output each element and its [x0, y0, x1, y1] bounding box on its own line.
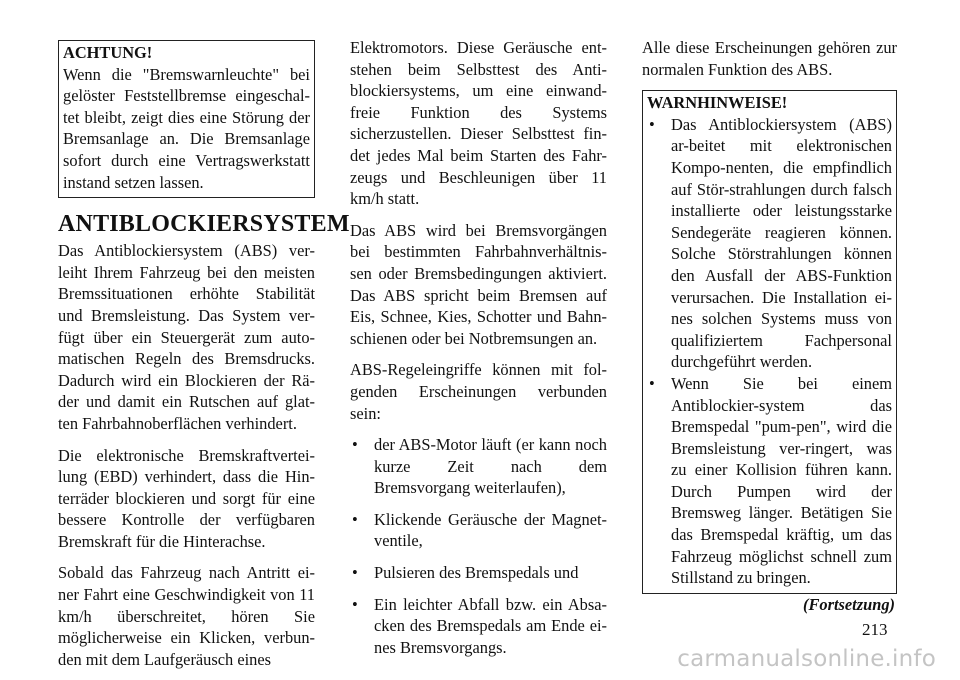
paragraph: Alle diese Erscheinungen gehören zur normalen Funktion des ABS. — [642, 38, 897, 79]
list-item: • Klickende Geräusche der Magnet-ventile, — [352, 509, 607, 551]
section-heading: ANTIBLOCKIERSYSTEM — [58, 211, 350, 238]
page-number: 213 — [862, 620, 888, 639]
paragraph: Das ABS wird bei Bremsvorgängen bei bestimmten Fahrbahnverhältnis-sen oder Bremsbedingungen aktiviert. Das ABS spricht beim Bremsen auf Eis, Schnee, Kies, Schotter und Bahn-schienen oder bei Notbremsungen an. — [350, 220, 607, 348]
bullet-icon: • — [649, 373, 655, 393]
list-item: • Wenn Sie bei einem Antiblockier-system das Bremspedal "pum-pen", wird die Bremsleistung ver-ringert, was zu einer Kollision führen kann. Durch Pumpen wird der Bremsweg länger. Betätigen Sie das Bremspedal kräftig, um das Fahrzeug möglichst schnell zum Stillstand zu bringen. — [649, 373, 892, 588]
paragraph: ABS-Regeleingriffe können mit fol-genden Erscheinungen verbunden sein: — [350, 360, 607, 423]
watermark: carmanualsonline.info — [677, 646, 936, 672]
column-3 — [642, 37, 897, 615]
column-1 — [58, 40, 350, 680]
paragraph: Das Antiblockiersystem (ABS) ver-leiht Ihrem Fahrzeug bei den meisten Bremssituationen erhöhte Stabilität und Bremsleistung. Das System ver-fügt über ein Steuergerät zum auto-matischen Regeln des Bremsdrucks. Dadurch wird ein Blockieren der Rä-der und damit ein Rutschen auf glat-ten Fahrbahnoberflächen verhindert. — [58, 241, 315, 433]
warnings-title: WARNHINWEISE! — [647, 93, 788, 113]
warning-box — [58, 40, 315, 198]
warning-title: ACHTUNG! — [63, 43, 153, 62]
list-item: • Pulsieren des Bremspedals und — [352, 563, 579, 583]
list-item: • der ABS-Motor läuft (er kann noch kurze Zeit nach dem Bremsvorgang weiterlaufen), — [352, 435, 607, 498]
continued-label: (Fortsetzung) — [803, 594, 895, 614]
list-item: • Ein leichter Abfall bzw. ein Absa-cken des Bremspedals am Ende ei-nes Bremsvorgangs. — [352, 594, 607, 657]
bullet-icon: • — [649, 114, 655, 134]
paragraph: Elektromotors. Diese Geräusche ent-stehen beim Selbsttest des Anti-blockiersystems, um eine einwand-freie Funktion des Systems sicherzustellen. Dieser Selbsttest fin-det jedes Mal beim Starten des Fahr-zeugs und Beschleunigen über 11 km/h statt. — [350, 38, 607, 209]
symptom-list — [350, 434, 607, 658]
list-item: • Das Antiblockiersystem (ABS) ar-beitet mit elektronischen Kompo-nenten, die empfindlich auf Stör-strahlungen durch falsch installierte oder leistungsstarke Sendegeräte reagieren können. Solche Störstrahlungen können den Ausfall der ABS-Funktion verursachen. Die Installation ei-nes solchen Systems muss von qualifiziertem Fachpersonal durchgeführt werden. — [649, 114, 892, 372]
warnings-list — [647, 114, 892, 589]
bullet-icon: • — [352, 594, 358, 614]
warning-text: Wenn die "Bremswarnleuchte" bei gelöster Feststellbremse eingeschal-tet bleibt, zeigt dies eine Störung der Bremsanlage an. Die Bremsanlage sofort durch eine Vertragswerkstatt instand setzen lassen. — [63, 64, 310, 192]
warnings-box — [642, 90, 897, 594]
column-2 — [350, 37, 607, 668]
bullet-icon: • — [352, 509, 358, 529]
bullet-icon: • — [352, 563, 358, 583]
paragraph: Sobald das Fahrzeug nach Antritt ei-ner Fahrt eine Geschwindigkeit von 11 km/h überschreitet, hören Sie möglicherweise ein Klicken, verbun-den mit dem Laufgeräusch eines — [58, 563, 315, 669]
paragraph: Die elektronische Bremskraftvertei-lung (EBD) verhindert, dass die Hin-terräder blockieren und sorgt für eine bessere Kontrolle der verfügbaren Bremskraft für die Hinterachse. — [58, 445, 315, 551]
bullet-icon: • — [352, 435, 358, 455]
